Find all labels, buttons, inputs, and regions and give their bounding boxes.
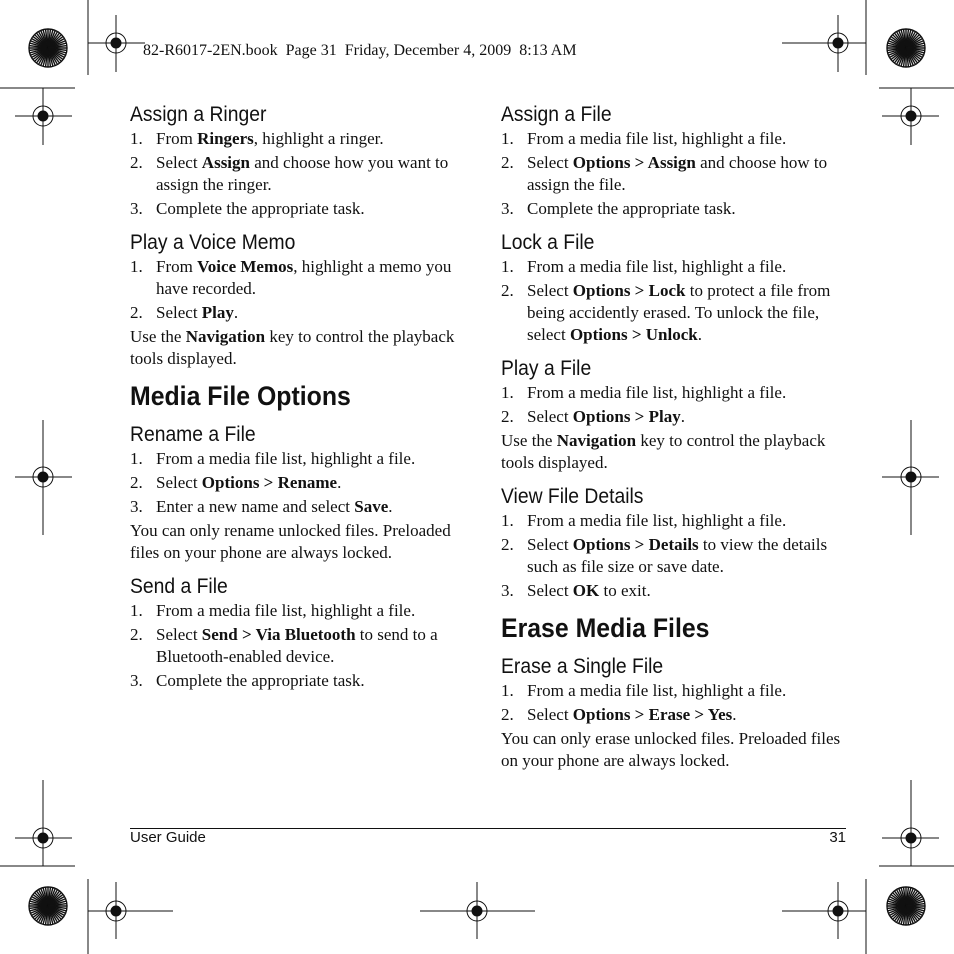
bold-term: Navigation (556, 431, 637, 450)
list-item (501, 680, 846, 702)
bold-term: Options > Lock (572, 281, 686, 300)
text-run: Select (527, 153, 573, 172)
step-number: 2. (501, 153, 514, 172)
section-voice-memo (130, 230, 475, 370)
right-column (501, 102, 846, 782)
list-item (501, 704, 846, 726)
text-run: . (233, 303, 239, 322)
starburst-mark (29, 887, 67, 925)
text-run: to view the details such as file size or save date. (527, 535, 828, 576)
step-number: 2. (501, 535, 514, 554)
heading-play-file: Play a File (501, 357, 592, 380)
list-item (130, 670, 475, 692)
heading-lock-file: Lock a File (501, 231, 595, 254)
steps-list (501, 256, 846, 346)
list-item (130, 256, 475, 300)
left-column (130, 102, 475, 702)
step-number: 3. (501, 199, 514, 218)
text-run: From a media file list, highlight a file. (156, 449, 416, 468)
section-lock-file (501, 230, 846, 346)
footer-title: User Guide (130, 829, 206, 846)
text-run: , highlight a memo you have recorded. (156, 257, 452, 298)
step-number: 2. (501, 281, 514, 300)
step-number: 2. (130, 303, 143, 322)
bold-term: Options > Rename (201, 473, 338, 492)
text-run: From a media file list, highlight a file. (527, 681, 787, 700)
text-run: Enter a new name and select (156, 497, 355, 516)
text-run: . (337, 473, 342, 492)
step-number: 2. (130, 625, 143, 644)
list-item (501, 128, 846, 150)
bold-term: Save (354, 497, 389, 516)
text-run: and choose how you want to assign the ringer. (156, 153, 449, 194)
list-item (130, 624, 475, 668)
steps-list (501, 510, 846, 602)
list-item (501, 382, 846, 404)
list-item (501, 152, 846, 196)
list-item (130, 472, 475, 494)
section-play-file (501, 356, 846, 474)
list-item (501, 280, 846, 346)
text-run: Use the (130, 327, 186, 346)
bold-term: Navigation (185, 327, 266, 346)
text-run: From a media file list, highlight a file. (156, 601, 416, 620)
list-item (130, 128, 475, 150)
step-number: 1. (501, 257, 514, 276)
list-item (501, 198, 846, 220)
section-view-details (501, 484, 846, 602)
bold-term: OK (572, 581, 600, 600)
text-run: key to control the playback tools displayed. (130, 327, 455, 368)
bold-term: Options > Play (572, 407, 681, 426)
heading-erase-single-file: Erase a Single File (501, 655, 664, 678)
step-number: 1. (130, 449, 143, 468)
text-run: Select (527, 281, 573, 300)
text-run: . (388, 497, 393, 516)
list-item (130, 302, 475, 324)
steps-list (130, 600, 475, 692)
step-number: 1. (130, 601, 143, 620)
steps-list (501, 382, 846, 428)
text-run: Complete the appropriate task. (156, 671, 365, 690)
print-slug: 82-R6017-2EN.book Page 31 Friday, December 4, 2009 8:13 AM (143, 42, 577, 59)
page-number: 31 (829, 829, 846, 846)
text-run: to send to a Bluetooth-enabled device. (156, 625, 438, 666)
list-item (501, 580, 846, 602)
text-run: Complete the appropriate task. (527, 199, 736, 218)
text-run: Select (527, 535, 573, 554)
list-item (130, 198, 475, 220)
step-number: 3. (501, 581, 514, 600)
text-run: From (156, 129, 198, 148)
step-number: 3. (130, 199, 143, 218)
section-send-file (130, 574, 475, 692)
heading-assign-file: Assign a File (501, 103, 612, 126)
step-number: 1. (501, 511, 514, 530)
step-number: 3. (130, 671, 143, 690)
text-run: and choose how to assign the file. (527, 153, 828, 194)
bold-term: Options > Unlock (569, 325, 698, 344)
text-run: Select (156, 473, 202, 492)
text-run: to exit. (599, 581, 651, 600)
list-item (130, 600, 475, 622)
steps-list (501, 128, 846, 220)
text-run: Select (527, 581, 573, 600)
text-run: Complete the appropriate task. (156, 199, 365, 218)
body-note (130, 326, 475, 370)
list-item (130, 152, 475, 196)
step-number: 2. (130, 153, 143, 172)
bold-term: Assign (201, 153, 250, 172)
heading-send-file: Send a File (130, 575, 228, 598)
heading-media-file-options: Media File Options (130, 381, 351, 411)
steps-list (130, 448, 475, 518)
body-note (501, 728, 846, 772)
steps-list (130, 256, 475, 324)
text-run: From a media file list, highlight a file. (527, 129, 787, 148)
bold-term: Options > Erase > Yes (572, 705, 733, 724)
text-run: key to control the playback tools displayed. (501, 431, 826, 472)
list-item (130, 448, 475, 470)
section-media-file-options (130, 380, 475, 412)
text-run: Select (156, 153, 202, 172)
text-run: You can only rename unlocked files. Preloaded files on your phone are always locked. (130, 521, 451, 562)
text-run: From a media file list, highlight a file. (527, 511, 787, 530)
text-run: From a media file list, highlight a file. (527, 383, 787, 402)
step-number: 3. (130, 497, 143, 516)
text-run: Select (156, 625, 202, 644)
heading-erase-media-files: Erase Media Files (501, 613, 710, 643)
section-erase-single (501, 654, 846, 772)
bold-term: Options > Details (572, 535, 699, 554)
list-item (501, 534, 846, 578)
heading-assign-ringer: Assign a Ringer (130, 103, 267, 126)
text-run: . (697, 325, 702, 344)
section-assign-file (501, 102, 846, 220)
section-assign-ringer (130, 102, 475, 220)
text-run: to protect a file from being accidently erased. To unlock the file, select (527, 281, 831, 344)
text-run: Use the (501, 431, 557, 450)
body-note (501, 430, 846, 474)
text-run: , highlight a ringer. (253, 129, 384, 148)
bold-term: Ringers (197, 129, 254, 148)
steps-list (130, 128, 475, 220)
list-item (501, 510, 846, 532)
step-number: 1. (501, 681, 514, 700)
bold-term: Play (201, 303, 234, 322)
heading-rename-file: Rename a File (130, 423, 256, 446)
text-run: . (732, 705, 737, 724)
list-item (501, 406, 846, 428)
starburst-mark (29, 29, 67, 67)
bold-term: Options > Assign (572, 153, 696, 172)
step-number: 1. (501, 383, 514, 402)
text-run: You can only erase unlocked files. Preloaded files on your phone are always locked. (501, 729, 841, 770)
step-number: 1. (130, 257, 143, 276)
steps-list (501, 680, 846, 726)
text-run: Select (527, 407, 573, 426)
text-run: From (156, 257, 198, 276)
step-number: 1. (501, 129, 514, 148)
list-item (130, 496, 475, 518)
text-run: . (680, 407, 685, 426)
footer-rule (130, 828, 846, 829)
text-run: Select (527, 705, 573, 724)
step-number: 1. (130, 129, 143, 148)
step-number: 2. (501, 407, 514, 426)
starburst-mark (887, 29, 925, 67)
section-rename-file (130, 422, 475, 564)
heading-view-details: View File Details (501, 485, 644, 508)
step-number: 2. (130, 473, 143, 492)
section-erase-media (501, 612, 846, 644)
body-note (130, 520, 475, 564)
text-run: From a media file list, highlight a file. (527, 257, 787, 276)
list-item (501, 256, 846, 278)
step-number: 2. (501, 705, 514, 724)
starburst-mark (887, 887, 925, 925)
bold-term: Send > Via Bluetooth (201, 625, 356, 644)
bold-term: Voice Memos (197, 257, 294, 276)
heading-voice-memo: Play a Voice Memo (130, 231, 296, 254)
text-run: Select (156, 303, 202, 322)
